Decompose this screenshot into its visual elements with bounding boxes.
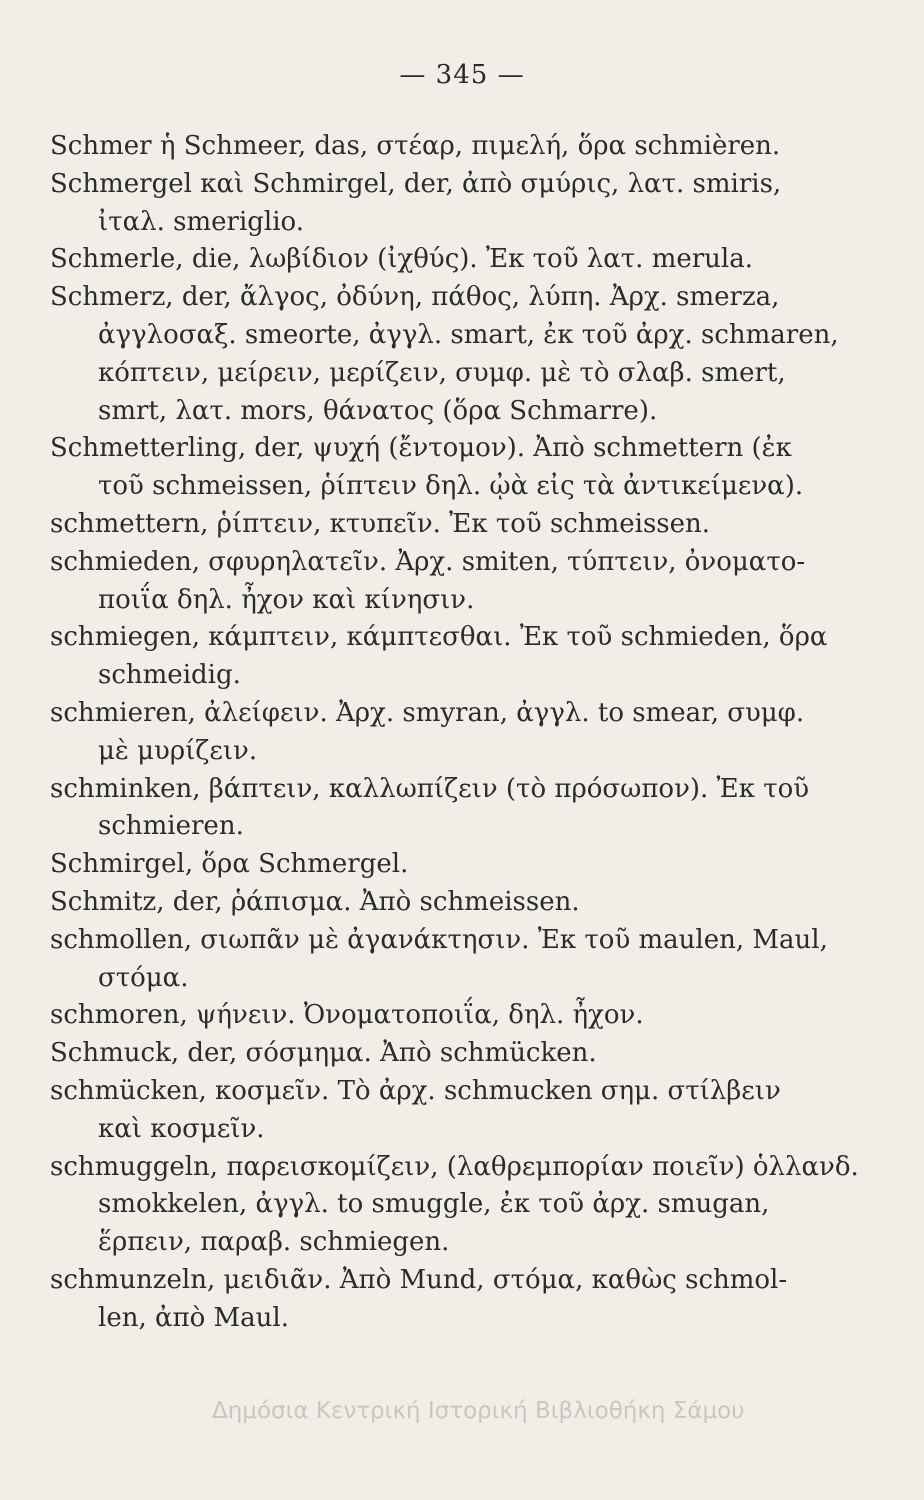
entry-line: Schmetterling, der, ψυχή (ἔντομον). Ἀπὸ schmettern (ἐκ <box>50 433 792 464</box>
entry-line: ἕρπειν, παραβ. schmiegen. <box>98 1227 450 1258</box>
entry-line: schminken, βάπτειν, καλλωπίζειν (τὸ πρόσωπον). Ἐκ τοῦ <box>50 773 810 804</box>
entry-line: Schmerz, der, ἄλγος, ὀδύνη, πάθος, λύπη. Ἀρχ. smerza, <box>50 282 780 313</box>
entry-line: schmieren, ἀλείφειν. Ἀρχ. smyran, ἀγγλ. to smear, συμφ. <box>50 697 805 728</box>
entry-line: ἀγγλοσαξ. smeorte, ἀγγλ. smart, ἐκ τοῦ ἀρχ. schmaren, <box>98 319 839 350</box>
entry-line: καὶ κοσμεῖν. <box>98 1113 265 1144</box>
entry-line: schmieden, σφυρηλατεῖν. Ἀρχ. smiten, τύπτειν, ὀνοματο- <box>50 546 806 577</box>
library-watermark: Δημόσια Κεντρική Ιστορική Βιβλιοθήκη Σάμου <box>212 1398 745 1424</box>
entry-line: Schmerle, die, λωβίδιον (ἰχθύς). Ἐκ τοῦ λατ. merula. <box>50 244 754 275</box>
entry-line: Schmergel καὶ Schmirgel, der, ἀπὸ σμύρις, λατ. smiris, <box>50 168 782 199</box>
entry-line: κόπτειν, μείρειν, μερίζειν, συμφ. μὲ τὸ σλαβ. smert, <box>98 357 786 388</box>
entry-line: smrt, λατ. mors, θάνατος (ὅρα Schmarre). <box>98 395 658 426</box>
entry-line: ποιΐα δηλ. ἦχον καὶ κίνησιν. <box>98 584 475 615</box>
entry-line: schmettern, ῥίπτειν, κτυπεῖν. Ἐκ τοῦ schmeissen. <box>50 508 711 539</box>
entry-line: Schmer ἡ Schmeer, das, στέαρ, πιμελή, ὅρα schmièren. <box>50 131 781 161</box>
entry-line: schmiegen, κάμπτειν, κάμπτεσθαι. Ἐκ τοῦ schmieden, ὅρα <box>50 622 828 653</box>
entry-line: Schmuck, der, σόσμημα. Ἀπὸ schmücken. <box>50 1038 597 1069</box>
entry-line: τοῦ schmeissen, ῥίπτειν δηλ. ᾠὰ εἰς τὰ ἀντικείμενα). <box>98 471 804 502</box>
entry-line: μὲ μυρίζειν. <box>98 735 258 766</box>
page-number: — 345 — <box>399 60 525 90</box>
entry-line: schmollen, σιωπᾶν μὲ ἀγανάκτησιν. Ἐκ τοῦ maulen, Maul, <box>50 924 828 955</box>
entry-line: Schmirgel, ὅρα Schmergel. <box>50 849 409 880</box>
entry-line: στόμα. <box>98 962 189 993</box>
entry-line: schmieren. <box>98 811 244 842</box>
entry-line: schmücken, κοσμεῖν. Τὸ ἀρχ. schmucken σημ. στίλβειν <box>50 1075 781 1106</box>
entry-line: schmunzeln, μειδιᾶν. Ἀπὸ Mund, στόμα, καθὼς schmol- <box>50 1264 788 1295</box>
entry-line: smokkelen, ἀγγλ. to smuggle, ἐκ τοῦ ἀρχ. smugan, <box>98 1189 770 1220</box>
entry-line: len, ἀπὸ Maul. <box>98 1302 289 1333</box>
dictionary-entries <box>50 128 859 1338</box>
entry-line: schmoren, ψήνειν. Ὀνοματοποιΐα, δηλ. ἦχον. <box>50 1000 644 1031</box>
entry-line: Schmitz, der, ῥάπισμα. Ἀπὸ schmeissen. <box>50 886 580 917</box>
entry-line: schmeidig. <box>98 660 241 691</box>
entry-line: schmuggeln, παρεισκομίζειν, (λαθρεμπορίαν ποιεῖν) ὁλλανδ. <box>50 1151 859 1182</box>
entry-line: ἰταλ. smeriglio. <box>98 206 305 237</box>
